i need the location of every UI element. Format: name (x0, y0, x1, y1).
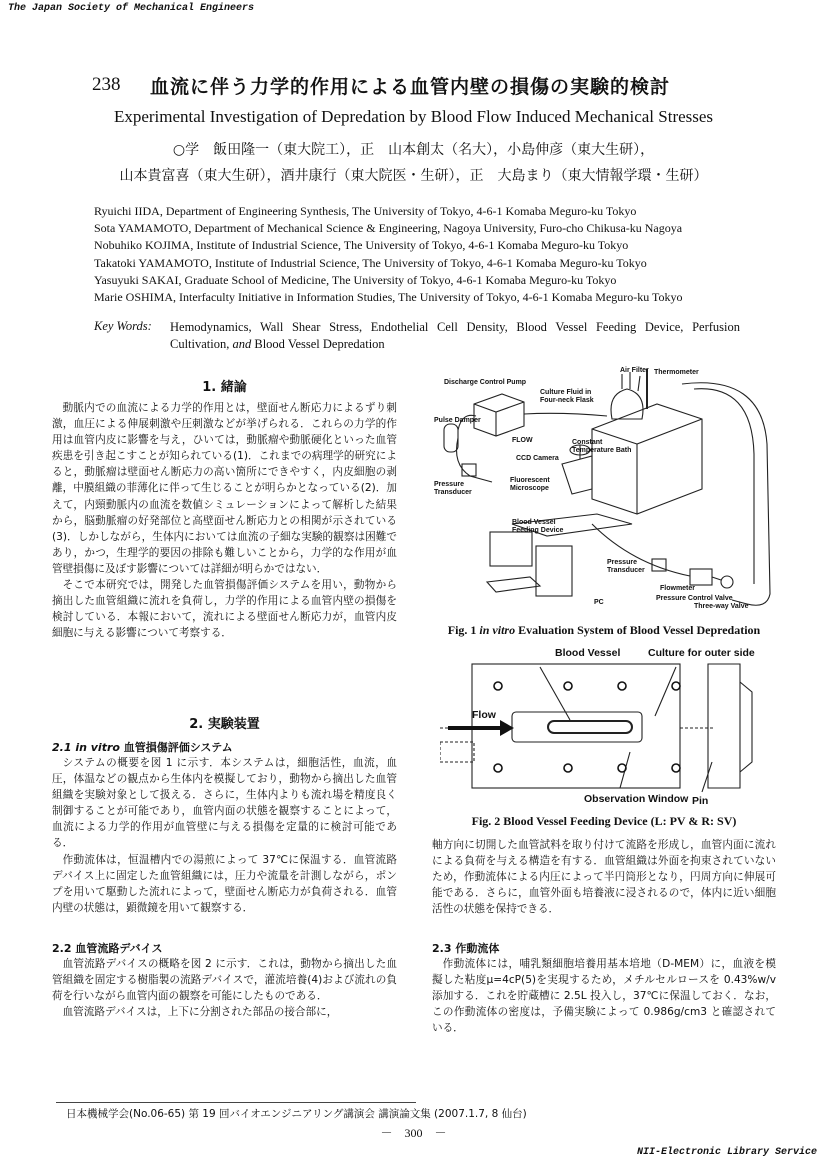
author-list (80, 137, 747, 189)
affiliation: Yasuyuki SAKAI, Graduate School of Medicine, The University of Tokyo, 4-6-1 Komaba Meguro-ku Tokyo (94, 272, 617, 287)
pin-hole (564, 682, 572, 690)
author-line: 山本貴富喜（東大生研），酒井康行（東大院医・生研），正 大島まり（東大情報学環・生研） (119, 168, 708, 184)
title-english: Experimental Investigation of Depredation by Blood Flow Induced Mechanical Stresses (113, 107, 714, 126)
damper-shape (444, 424, 458, 452)
heading-italic: 2.1 in vitro (52, 741, 120, 754)
label-three-way-valve: Three-way Valve (694, 603, 749, 610)
section-introduction (52, 400, 397, 641)
pressure-transducer-shape (462, 464, 476, 476)
label-pin: Pin (692, 795, 709, 807)
label-flowmeter: Flowmeter (660, 585, 696, 592)
paper-number: 238 (92, 74, 121, 95)
valve-shape (721, 576, 733, 588)
heading-rest: 血管損傷評価システム (119, 741, 233, 754)
pin-hole (672, 682, 680, 690)
affiliation: Sota YAMAMOTO, Department of Mechanical Science & Engineering, Nagoya University, Furo-cho Chikusa-ku Nagoya (94, 221, 683, 236)
proceedings-footer: 日本機械学会(No.06-65) 第 19 回バイオエンジニアリング講演会 講演論文集 (2007.1.7, 8 仙台) (66, 1108, 527, 1120)
pin-hole (672, 764, 680, 772)
pin-hole (618, 682, 626, 690)
label-flow: FLOW (512, 437, 533, 444)
paragraph: システムの概要を図 1 に示す．本システムは，細胞活性，血流，血圧，体温などの観点から生体内を模擬しており，動物から摘出した血管組織を実験対象として扱える．さらに，生体内よりも流れ場を精度良く制御することが可能であり，血管内面の状態を観察することによって，血流による力学的作用が血管壁に与える損傷を定量的に検討可能である． (52, 757, 397, 850)
section-heading-introduction: 1. 緒論 (202, 380, 247, 395)
paragraph: 作動流体には，哺乳類細胞培養用基本培地（D-MEM）に，血液を模擬した粘度μ=4cP(5)を実現するため，メチルセルロースを 0.43%w/v 添加する．これを貯蔵槽に 2.5L 投入し，37℃に保温しておく．なお，この作動流体の密度は，予備実験によって 0.986g/cm3 と確認されている． (432, 958, 776, 1035)
figure-1-caption (432, 623, 776, 638)
paragraph: 動脈内での血流による力学的作用とは，壁面せん断応力によるずり刺激，血圧による伸展刺激や圧刺激などが挙げられる．これらの力学的作用は血管内皮に影響を与え，ひいては，動脈瘤や動脈硬化といった血管疾患を引き起こすことが知られている(1)．これまでの病理学的研究によると，動脈瘤は壁面せん断応力の高い箇所にできやすく，内皮細胞の剥離，中膜組織の菲薄化に伴って生じることが明らかとなっている(2)．加えて，内頸動脈内の血流を数値シミュレーションによって解析した結果から，脳動脈瘤の好発部位と高壁面せん断応力との相関が示されている(3)．しかしながら，生体内においては血流の子細な実験的観察は困難であり，かつ，生理学的要因の排除も難しいことから，力学的な作用が血管壁損傷に及ぼす影響については詳細が明らかではない． (52, 402, 397, 575)
pin-hole (494, 682, 502, 690)
section-heading-apparatus: 2. 実験装置 (189, 717, 260, 732)
label-flow: Flow (472, 709, 496, 721)
paragraph: 血管流路デバイスの概略を図 2 に示す．これは，動物から摘出した血管組織を固定する樹脂製の流路デバイスで，灌流培養(4)および流れの負荷を行いながら血管内面の観察を可能にしたものである． (52, 958, 397, 1003)
label-transducer: Pressure (607, 559, 637, 566)
label-pressure-valve: Pressure Control Valve (656, 595, 733, 602)
keyboard-shape (487, 577, 540, 592)
label-blood-vessel: Blood Vessel (555, 647, 621, 659)
label-bath: Temperature Bath (572, 447, 632, 454)
affiliation-list (94, 203, 683, 306)
label-microscope: Microscope (510, 485, 549, 492)
label-ccd: CCD Camera (516, 455, 559, 462)
label-pump: Discharge Control Pump (444, 379, 527, 386)
author-line: ○学 飯田隆一（東大院工），正 山本創太（名大），小島伸彦（東大生研）， (172, 142, 655, 158)
flask-icon (611, 389, 643, 419)
figure-2-caption: Fig. 2 Blood Vessel Feeding Device (L: PV & R: SV) (471, 814, 737, 828)
blood-vessel-shape (548, 721, 632, 733)
keywords-and: and (232, 337, 252, 351)
society-header: The Japan Society of Mechanical Engineers (8, 3, 255, 14)
label-feeding-device: Feeding Device (512, 527, 564, 534)
flow-arrow-icon (448, 720, 514, 736)
label-transducer: Transducer (607, 567, 645, 574)
label-damper: Pulse Damper (434, 417, 481, 424)
flowmeter-shape (690, 569, 712, 585)
label-transducer: Pressure (434, 481, 464, 488)
subsection-2-3 (432, 956, 776, 1036)
affiliation: Nobuhiko KOJIMA, Institute of Industrial Science, The University of Tokyo, 4-6-1 Komaba Meguro-ku Tokyo (94, 238, 629, 253)
subsection-heading-2-3: 2.3 作動流体 (432, 942, 500, 955)
paragraph: 作動流体は，恒温槽内での湯煎によって 37℃に保温する．血管流路デバイス上に固定した血管組織には，圧力や流量を計測しながら，ポンプを用いて駆動した流れによって，壁面せん断応力が負荷される．血管内壁の状態は，顕微鏡を用いて観察する． (52, 853, 397, 914)
affiliation: Marie OSHIMA, Interfaculty Initiative in Information Studies, The University of Tokyo, 4-6-1 Komaba Meguro-ku Tokyo (94, 290, 683, 305)
title-japanese: 血流に伴う力学的作用による血管内壁の損傷の実験的検討 (150, 76, 671, 98)
label-transducer: Transducer (434, 489, 472, 496)
tube (524, 413, 607, 416)
subsection-heading-2-1 (52, 739, 397, 755)
label-pc: PC (594, 599, 604, 606)
caption-rest: Evaluation System of Blood Vessel Depredation (515, 623, 761, 637)
label-culture: Culture Fluid in (540, 389, 592, 396)
paragraph: 軸方向に切開した血管試料を取り付けて流路を形成し，血管内面に流れによる負荷を与える構造を有する．血管組織は外面を拘束されていないため，作動流体による内圧によって半円筒形となり，円周方向に伸展可能である．さらに，血管外面も培養液に浸されるので，体内に近い細胞活性の状態を保持できる． (432, 839, 776, 916)
label-air-filter: Air Filter (620, 367, 649, 374)
pc-tower-shape (536, 546, 572, 596)
subsection-heading-2-2: 2.2 血管流路デバイス (52, 942, 163, 955)
affiliation: Ryuichi IIDA, Department of Engineering Synthesis, The University of Tokyo, 4-6-1 Komaba Meguro-ku Tokyo (94, 204, 637, 218)
figure-1-diagram (432, 364, 777, 619)
microscope-shape (562, 456, 592, 494)
label-culture-outer: Culture for outer side (648, 647, 755, 659)
figure-2-diagram (440, 642, 780, 812)
keywords-tail: Blood Vessel Depredation (254, 337, 385, 351)
paragraph: 血管流路デバイスは，上下に分割された部品の接合部に， (62, 1006, 338, 1019)
subsection-2-2-continued (432, 837, 776, 917)
tube (682, 383, 770, 606)
subsection-2-2 (52, 956, 397, 1020)
paragraph: そこで本研究では，開発した血管損傷評価システムを用い，動物から摘出した血管組織に流れを負荷し，力学的作用による血管内壁の損傷を検討している．本報において，流れによる壁面せん断応力が，血管内皮細胞に与える影響について考察する． (52, 579, 397, 640)
pump-shape (474, 394, 524, 436)
footer-divider (56, 1102, 416, 1103)
label-feeding-device: Blood Vessel (512, 519, 556, 526)
label-observation-window: Observation Window (584, 793, 689, 805)
tube (694, 389, 754, 584)
caption-italic: in vitro (479, 623, 516, 637)
keywords-text: Hemodynamics, Wall Shear Stress, Endothelial Cell Density, Blood Vessel Feeding Device, Perfusion Cultivation, (170, 320, 740, 351)
pin-hole (494, 764, 502, 772)
keywords (170, 319, 740, 353)
keywords-label: Key Words: (94, 319, 152, 333)
affiliation: Takatoki YAMAMOTO, Institute of Industrial Science, The University of Tokyo, 4-6-1 Komaba Meguro-ku Tokyo (94, 255, 647, 270)
monitor-shape (490, 532, 532, 566)
pin-hole (564, 764, 572, 772)
label-microscope: Fluorescent (510, 477, 550, 484)
pin-hole (618, 764, 626, 772)
label-bath: Constant (572, 439, 603, 446)
subsection-2-1 (52, 755, 397, 916)
label-thermometer: Thermometer (654, 369, 699, 376)
bath-shape (592, 404, 702, 514)
side-view-body (708, 664, 740, 788)
page-number: － 300 － (380, 1126, 447, 1140)
caption-prefix: Fig. 1 (447, 623, 480, 637)
label-culture: Four-neck Flask (540, 397, 594, 404)
library-footer: NII-Electronic Library Service (636, 1147, 817, 1158)
